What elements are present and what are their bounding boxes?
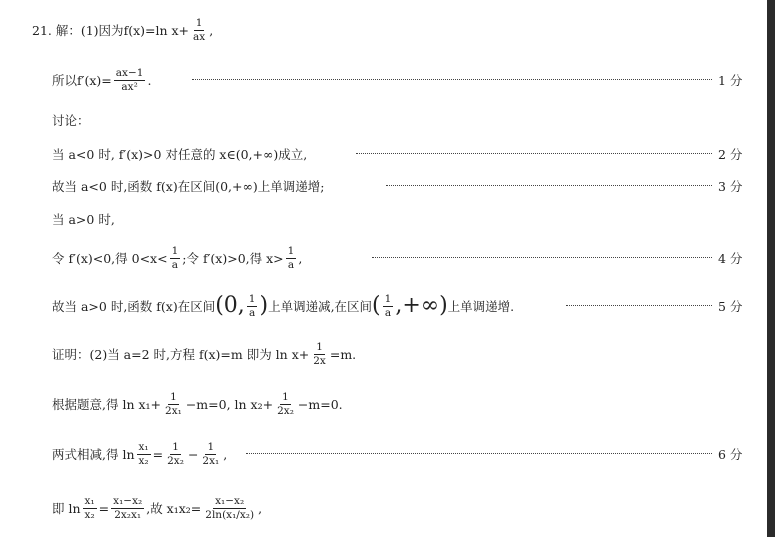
dot-leader: [356, 153, 712, 154]
solution-line-11: [0, 442, 775, 466]
math-expr: ,故 x₁x₂=: [146, 501, 202, 516]
text: 上单调递增.: [447, 299, 515, 314]
denominator: 2x: [313, 354, 326, 367]
text: 上单调递减,在区间: [268, 299, 373, 314]
punct: ,: [223, 446, 228, 462]
numerator: x₁: [138, 440, 149, 453]
numerator: 1: [316, 340, 323, 353]
fraction: [111, 496, 144, 521]
fraction: [247, 294, 258, 319]
numerator: 1: [287, 244, 295, 257]
numerator: x₁: [84, 494, 95, 507]
math-expr: 令 f′(x)<0,得 0<x<: [52, 251, 168, 266]
dot-leader: [372, 257, 712, 258]
denominator: 2x₂: [167, 454, 184, 467]
math-expr: −m=0.: [297, 396, 343, 412]
numerator: ax−1: [115, 66, 144, 79]
numerator: 1: [207, 440, 215, 453]
math-expr: =m.: [329, 346, 357, 362]
math-expr: −: [187, 446, 199, 462]
fraction: [163, 392, 184, 417]
math-expr: −m=0, ln x₂+: [185, 396, 274, 412]
fraction: [383, 294, 394, 319]
problem-label: 21. 解：(1)因为: [32, 23, 124, 38]
fraction: [165, 442, 186, 467]
interval-open: (: [372, 293, 381, 318]
math-expr: 两式相减,得 ln: [52, 447, 135, 462]
text: 当 a>0 时,: [52, 212, 115, 227]
punct: ,: [298, 250, 303, 266]
math-expr: 证明：(2)当 a=2 时,方程 f(x)=m 即为 ln x+: [52, 347, 310, 362]
fraction: [170, 246, 181, 271]
fraction: [203, 496, 256, 521]
math-expr: 即 ln: [52, 501, 81, 516]
punct: ,: [209, 22, 214, 38]
denominator: 2x₂: [277, 404, 294, 417]
solution-line-4: [0, 142, 775, 166]
solution-line-10: [0, 392, 775, 416]
denominator: 2ln(x₁/x₂): [205, 508, 255, 521]
fraction: [311, 342, 328, 367]
dot-leader: [386, 185, 712, 186]
solution-line-9: [0, 342, 775, 366]
punct: .: [147, 72, 152, 88]
denominator: a: [171, 258, 179, 271]
interval-close: ): [259, 293, 269, 318]
fraction: [191, 18, 207, 43]
numerator: x₁−x₂: [215, 494, 245, 507]
numerator: 1: [384, 292, 392, 305]
numerator: 1: [195, 16, 203, 29]
solution-line-6: [0, 207, 775, 231]
math-expr: =: [98, 500, 110, 516]
dot-leader: [566, 305, 712, 306]
denominator: 2x₂x₁: [114, 508, 142, 521]
text: 所以: [52, 73, 78, 88]
punct: ,: [258, 500, 263, 516]
score-label: 4 分: [718, 251, 743, 266]
denominator: ax²: [121, 80, 138, 93]
denominator: a: [287, 258, 295, 271]
interval-close: ,+∞): [395, 293, 448, 318]
math-expr: 根据题意,得 ln x₁+: [52, 397, 162, 412]
score-label: 6 分: [718, 447, 743, 462]
math-expr: f′(x)=: [77, 72, 112, 88]
numerator: 1: [171, 244, 179, 257]
numerator: 1: [248, 292, 256, 305]
fraction: [83, 496, 97, 521]
denominator: x₂: [138, 454, 149, 467]
solution-line-8: [0, 294, 775, 318]
numerator: x₁−x₂: [113, 494, 143, 507]
solution-line-5: [0, 174, 775, 198]
dot-leader: [192, 79, 712, 80]
fraction: [200, 442, 221, 467]
denominator: 2x₁: [202, 454, 220, 467]
score-label: 1 分: [718, 73, 743, 88]
denominator: a: [384, 306, 392, 319]
denominator: 2x₁: [165, 404, 182, 417]
score-label: 2 分: [718, 147, 743, 162]
text: 故当 a>0 时,函数 f(x)在区间: [52, 299, 216, 314]
solution-line-3: [0, 108, 775, 132]
fraction: [286, 246, 297, 271]
text: 讨论：: [52, 113, 90, 128]
math-expr: =: [152, 446, 164, 462]
math-expr: f(x)=ln x+: [123, 22, 190, 38]
solution-line-7: [0, 246, 775, 270]
denominator: ax: [193, 30, 206, 43]
text: 故当 a<0 时,函数 f(x)在区间(0,+∞)上单调递增;: [52, 179, 325, 194]
score-label: 3 分: [718, 179, 743, 194]
text: 当 a<0 时, f′(x)>0 对任意的 x∈(0,+∞)成立,: [52, 147, 308, 162]
numerator: 1: [170, 390, 177, 403]
solution-line-2: [0, 68, 775, 92]
math-expr: ;令 f′(x)>0,得 x>: [182, 251, 284, 266]
solution-line-12: [0, 496, 775, 520]
page-edge-border: [767, 0, 775, 537]
denominator: a: [248, 306, 256, 319]
score-label: 5 分: [718, 299, 743, 314]
fraction: [137, 442, 151, 467]
dot-leader: [246, 453, 712, 454]
numerator: 1: [282, 390, 289, 403]
denominator: x₂: [84, 508, 95, 521]
numerator: 1: [172, 440, 179, 453]
fraction: [275, 392, 296, 417]
solution-line-1: [0, 18, 775, 42]
interval-open: (0,: [215, 293, 245, 318]
fraction: [114, 68, 146, 93]
